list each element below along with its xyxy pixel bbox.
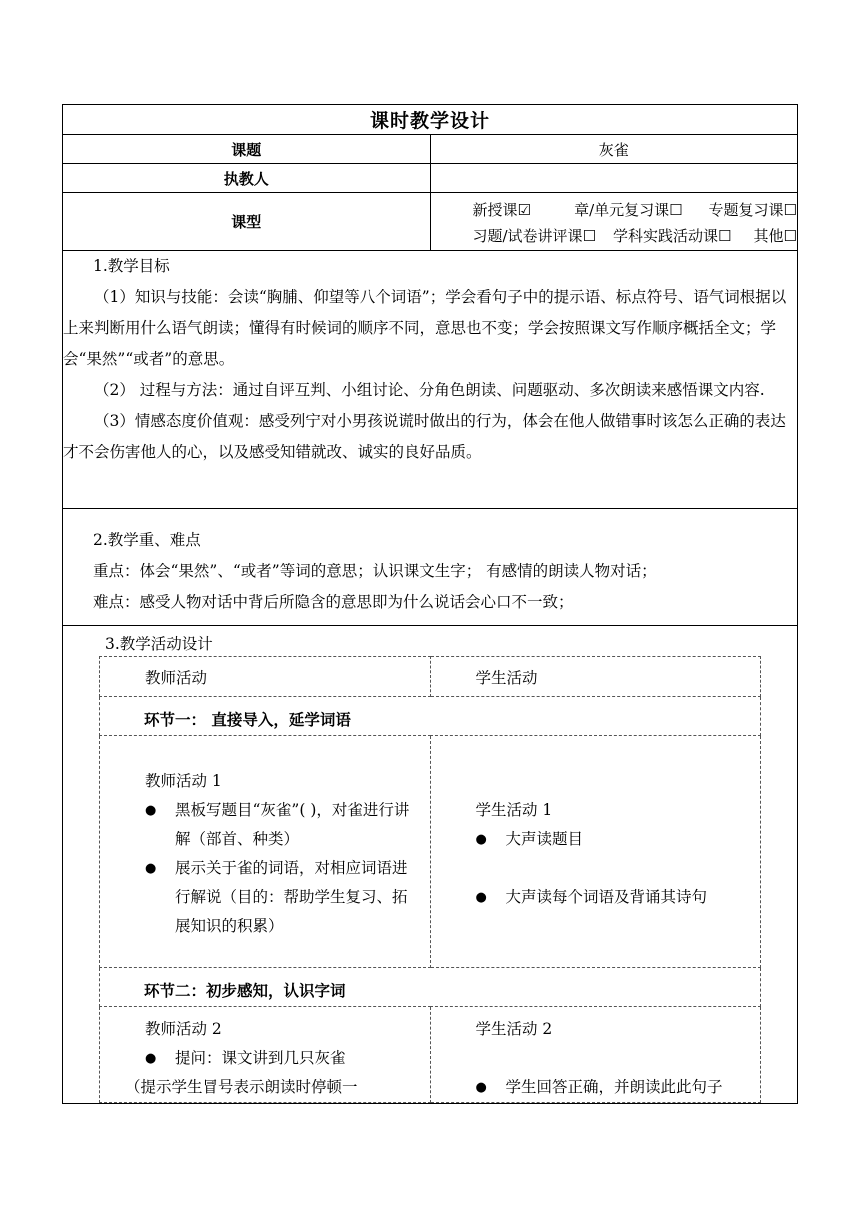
difficult-point: 难点：感受人物对话中背后所隐含的意思即为什么说话会心口不一致； [93,593,574,611]
teacher-activity-1 [100,736,431,968]
lesson-type-other[interactable] [754,223,797,249]
lesson-type-practice[interactable] [613,223,754,249]
key-point: 重点：体会“果然”、“或者”等词的意思；认识课文生字； 有感情的朗读人物对话； [93,562,657,580]
teacher-activity-2 [100,1007,431,1103]
bullet-icon: ● [475,1080,487,1095]
objectives-heading: 1.教学目标 [93,257,170,275]
bullet-icon: ● [145,802,157,818]
key-points-section [63,509,798,626]
lesson-type-unit-review[interactable] [574,197,708,223]
lesson-type-label: 课型 [63,193,431,251]
checkbox-icon[interactable]: ☐ [783,200,797,219]
topic-label: 课题 [63,135,431,164]
topic-value: 灰雀 [430,135,798,164]
teacher-activity-2-note: （提示学生冒号表示朗读时停顿一 [125,1078,358,1096]
checkbox-icon[interactable]: ☐ [783,226,797,245]
teacher-value[interactable] [430,164,798,193]
list-item [145,1044,422,1073]
lesson-type-line-1 [473,197,798,223]
checked-box-icon[interactable]: ☑ [517,200,531,219]
checkbox-icon[interactable]: ☐ [582,226,597,245]
teacher-activity-header: 教师活动 [100,657,431,697]
bullet-icon: ● [145,1051,157,1066]
lesson-type-new-label: 新授课 [472,200,518,219]
lesson-type-new[interactable] [473,197,575,223]
teacher-label: 执教人 [63,164,431,193]
bullet-icon: ● [145,860,157,876]
teacher-activity-1-item: 展示关于雀的词语，对相应词语进行解说（目的：帮助学生复习、拓展知识的积累） [175,858,408,935]
teacher-activity-2-item: 提问：课文讲到几只灰雀 [175,1049,346,1067]
lesson-plan-document [62,104,798,1104]
objective-process: （2） 过程与方法：通过自评互判、小组讨论、分角色朗读、问题驱动、多次朗读来感悟课文内容. [94,381,765,399]
activities-heading: 3.教学活动设计 [105,635,213,653]
checkbox-icon[interactable]: ☐ [718,226,732,245]
lesson-type-topic-review[interactable] [709,197,797,223]
key-points-heading: 2.教学重、难点 [93,531,201,549]
student-activity-2-item: 学生回答正确，并朗读此此句子 [505,1078,723,1096]
document-title: 课时教学设计 [63,105,798,135]
lesson-plan-table [62,104,798,1104]
lesson-type-exercise-review-label: 习题/试卷讲评课 [472,226,583,245]
bullet-icon: ● [475,831,487,847]
lesson-type-topic-review-label: 专题复习课 [708,200,784,219]
student-activity-1-title: 学生活动 1 [475,800,553,819]
lesson-type-unit-review-label: 章/单元复习课 [574,200,670,219]
bullet-icon: ● [475,889,487,905]
lesson-type-other-label: 其他 [753,226,784,245]
lesson-type-options [430,193,798,251]
lesson-type-line-2 [473,223,798,249]
student-activity-2 [430,1007,761,1103]
activity-design-table [99,656,761,1103]
student-activity-1 [430,736,761,968]
objective-knowledge: （1）知识与技能：会读“胸脯、仰望等八个词语”；学会看句子中的提示语、标点符号、语气词根据以上来判断用什么语气朗读；懂得有时候词的顺序不同，意思也不变；学会按照课文写作顺序概括全文；学会“果然”“或者”的意思。 [63,288,787,368]
list-item [145,854,422,941]
stage-one-title: 环节一： 直接导入，延学词语 [100,697,761,736]
student-activity-1-item: 大声读题目 [505,829,584,848]
student-activity-header: 学生活动 [430,657,761,697]
list-item [145,796,422,854]
objective-attitude: （3）情感态度价值观：感受列宁对小男孩说谎时做出的行为，体会在他人做错事时该怎么正确的表达才不会伤害他人的心，以及感受知错就改、诚实的良好品质。 [63,412,786,461]
teacher-activity-1-item: 黑板写题目“灰雀”( )，对雀进行讲解（部首、种类） [175,800,410,848]
teacher-activity-2-title: 教师活动 2 [145,1020,222,1038]
stage-two-title: 环节二：初步感知，认识字词 [100,968,761,1007]
list-item [476,825,753,854]
student-activity-1-item: 大声读每个词语及背诵其诗句 [505,887,708,906]
objectives-section [63,251,798,509]
teacher-activity-1-title: 教师活动 1 [145,771,222,790]
list-item [476,883,753,912]
lesson-type-exercise-review[interactable] [473,223,614,249]
checkbox-icon[interactable]: ☐ [669,200,683,219]
list-item [476,1073,753,1102]
student-activity-2-title: 学生活动 2 [475,1020,553,1038]
lesson-type-practice-label: 学科实践活动课 [613,226,719,245]
activities-section [63,626,798,1104]
